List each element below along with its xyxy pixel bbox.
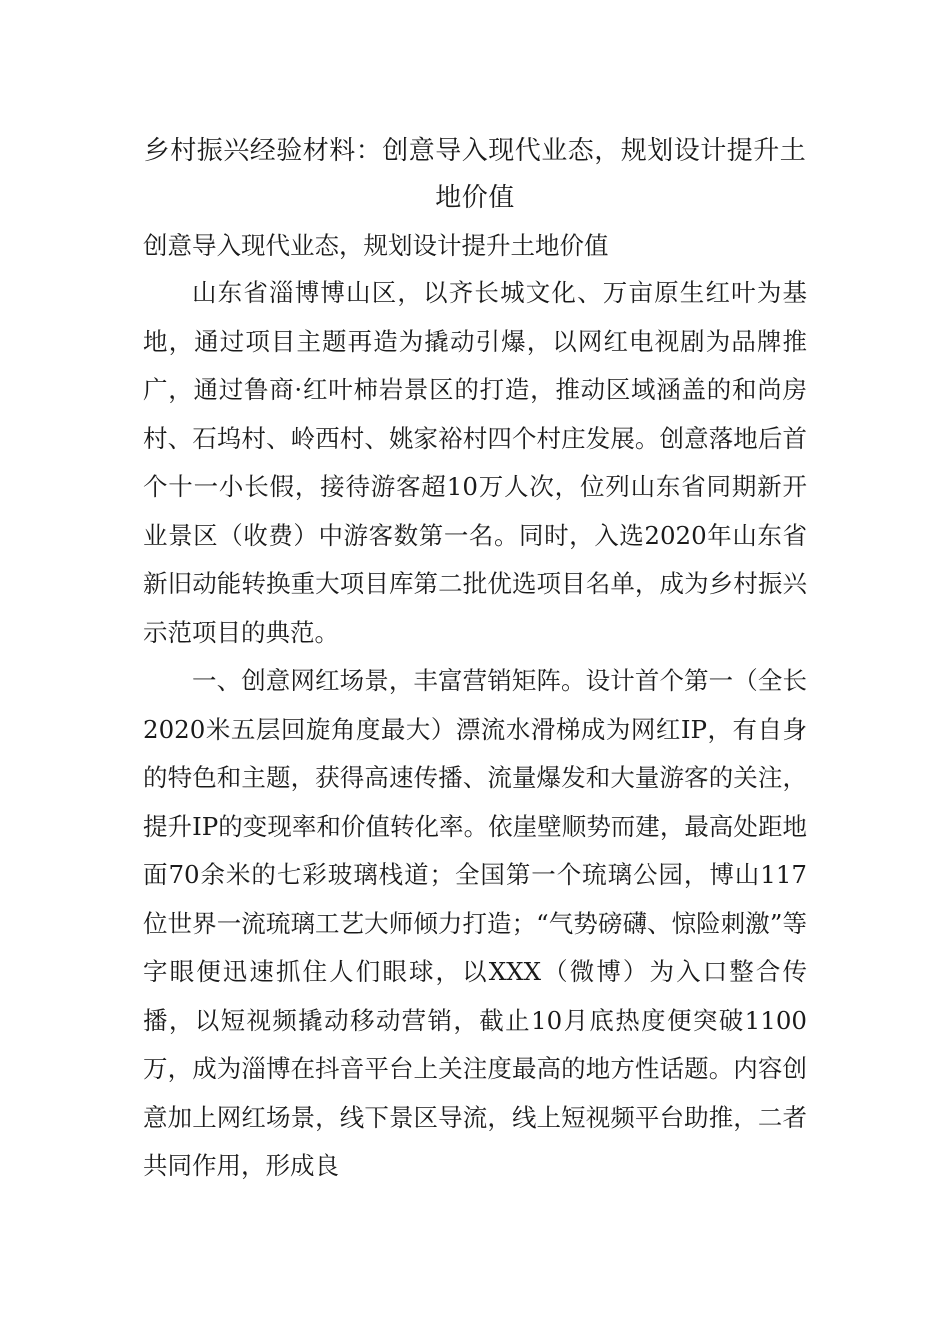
paragraph-section-one: 一、创意网红场景，丰富营销矩阵。设计首个第一（全长2020米五层回旋角度最大）漂流水滑梯成为网红IP，有自身的特色和主题，获得高速传播、流量爆发和大量游客的关注，提升IP的变现率和价值转化率。依崖壁顺势而建，最高处距地面70余米的七彩玻璃栈道；全国第一个琉璃公园，博山117位世界一流琉璃工艺大师倾力打造；“气势磅礴、惊险刺激”等字眼便迅速抓住人们眼球，以XXX（微博）为入口整合传播，以短视频撬动移动营销，截止10月底热度便突破1100万，成为淄博在抖音平台上关注度最高的地方性话题。内容创意加上网红场景，线下景区导流，线上短视频平台助推，二者共同作用，形成良 (143, 666, 807, 1180)
paragraph-intro: 山东省淄博博山区，以齐长城文化、万亩原生红叶为基地，通过项目主题再造为撬动引爆，以网红电视剧为品牌推广，通过鲁商·红叶柿岩景区的打造，推动区域涵盖的和尚房村、石坞村、岭西村、姚家裕村四个村庄发展。创意落地后首个十一小长假，接待游客超10万人次，位列山东省同期新开业景区（收费）中游客数第一名。同时，入选2020年山东省新旧动能转换重大项目库第二批优选项目名单，成为乡村振兴示范项目的典范。 (143, 278, 807, 647)
document-body (143, 128, 807, 1191)
document-title: 乡村振兴经验材料：创意导入现代业态，规划设计提升土地价值 (143, 136, 807, 213)
document-subheading: 创意导入现代业态，规划设计提升土地价值 (143, 231, 609, 260)
